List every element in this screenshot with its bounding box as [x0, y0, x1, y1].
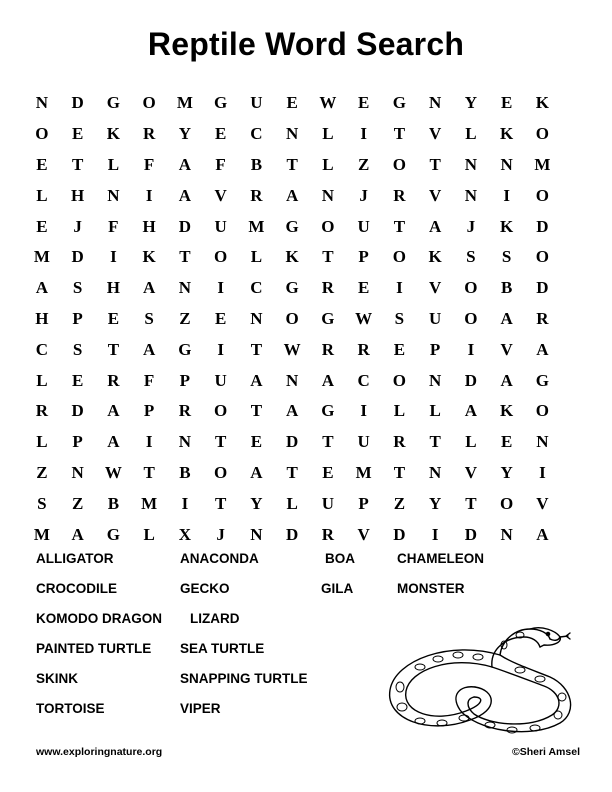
- grid-cell: I: [467, 339, 475, 359]
- grid-cell: A: [500, 370, 513, 390]
- grid-cell: T: [286, 462, 298, 482]
- grid-cell: S: [466, 247, 476, 267]
- grid-cell: M: [141, 493, 158, 513]
- grid-cell: P: [358, 493, 369, 513]
- grid-cell: K: [500, 216, 514, 236]
- grid-cell: W: [355, 308, 373, 328]
- grid-cell: R: [393, 185, 406, 205]
- grid-cell: C: [35, 339, 49, 359]
- grid-cell: R: [107, 370, 120, 390]
- grid-cell: R: [357, 339, 370, 359]
- grid-cell: T: [465, 493, 477, 513]
- grid-cell: Y: [250, 493, 263, 513]
- grid-cell: T: [429, 432, 441, 452]
- grid-cell: M: [355, 462, 372, 482]
- grid-cell: P: [358, 247, 369, 267]
- grid-cell: M: [534, 154, 551, 174]
- grid-cell: T: [214, 432, 227, 452]
- grid-cell: I: [110, 247, 117, 267]
- grid-row: [24, 242, 596, 273]
- grid-cell: R: [321, 339, 335, 359]
- grid-cell: L: [36, 185, 48, 205]
- grid-cell: J: [466, 216, 476, 236]
- grid-row: [24, 304, 596, 335]
- grid-cell: B: [500, 278, 513, 298]
- grid-cell: A: [464, 401, 478, 421]
- grid-row: [24, 180, 596, 211]
- grid-cell: E: [36, 154, 48, 174]
- grid-cell: V: [536, 493, 549, 513]
- grid-cell: P: [72, 308, 83, 328]
- word-gila: GILA: [321, 581, 354, 596]
- word-painted-turtle: PAINTED TURTLE: [36, 641, 152, 656]
- grid-cell: L: [36, 370, 48, 390]
- grid-cell: W: [283, 339, 301, 359]
- grid-cell: O: [392, 370, 406, 390]
- grid-cell: L: [429, 401, 441, 421]
- grid-cell: D: [464, 370, 478, 390]
- grid-cell: V: [428, 278, 442, 298]
- grid-cell: P: [72, 432, 83, 452]
- grid-cell: T: [179, 247, 191, 267]
- grid-row: [24, 396, 596, 427]
- grid-cell: M: [33, 524, 50, 544]
- grid-cell: N: [250, 524, 263, 544]
- word-boa: BOA: [325, 551, 355, 566]
- grid-cell: W: [104, 462, 122, 482]
- grid-cell: A: [71, 524, 84, 544]
- grid-cell: B: [179, 462, 191, 482]
- grid-cell: E: [393, 339, 406, 359]
- grid-cell: A: [142, 278, 156, 298]
- grid-cell: S: [501, 247, 512, 267]
- grid-cell: L: [322, 154, 334, 174]
- grid-cell: G: [106, 524, 120, 544]
- grid-cell: E: [322, 462, 334, 482]
- grid-cell: I: [360, 401, 367, 421]
- grid-cell: V: [464, 462, 478, 482]
- grid-cell: O: [535, 247, 549, 267]
- word-tortoise: TORTOISE: [36, 701, 105, 716]
- grid-cell: C: [250, 278, 263, 298]
- grid-row: [24, 458, 596, 489]
- grid-cell: O: [392, 154, 406, 174]
- grid-cell: K: [142, 247, 156, 267]
- grid-cell: I: [217, 339, 224, 359]
- grid-cell: K: [428, 247, 442, 267]
- grid-cell: A: [428, 216, 442, 236]
- grid-cell: N: [428, 462, 442, 482]
- grid-cell: U: [428, 308, 442, 328]
- grid-cell: E: [36, 216, 48, 236]
- grid-cell: A: [536, 524, 549, 544]
- grid-cell: S: [72, 339, 83, 359]
- grid-cell: E: [250, 432, 263, 452]
- word-komodo-dragon: KOMODO DRAGON: [36, 611, 162, 626]
- grid-cell: I: [539, 462, 546, 482]
- grid-cell: O: [285, 308, 299, 328]
- grid-cell: J: [216, 524, 225, 544]
- grid-cell: K: [285, 247, 299, 267]
- grid-cell: R: [536, 308, 549, 328]
- grid-cell: U: [214, 216, 227, 236]
- word-sea-turtle: SEA TURTLE: [180, 641, 265, 656]
- grid-cell: E: [357, 278, 370, 298]
- word-anaconda: ANACONDA: [180, 551, 259, 566]
- grid-cell: B: [250, 154, 263, 174]
- grid-cell: R: [250, 185, 263, 205]
- grid-cell: N: [250, 308, 263, 328]
- grid-cell: O: [464, 308, 478, 328]
- grid-cell: Y: [178, 124, 192, 144]
- grid-cell: R: [142, 124, 156, 144]
- grid-cell: N: [464, 154, 478, 174]
- grid-cell: U: [250, 93, 263, 113]
- grid-cell: S: [394, 308, 405, 328]
- grid-cell: T: [250, 401, 263, 421]
- grid-cell: T: [393, 462, 406, 482]
- grid-cell: G: [321, 401, 335, 421]
- grid-cell: T: [286, 154, 298, 174]
- grid-cell: E: [286, 93, 298, 113]
- grid-cell: Z: [71, 493, 84, 513]
- grid-cell: C: [357, 370, 370, 390]
- grid-cell: F: [215, 154, 226, 174]
- grid-cell: A: [536, 339, 549, 359]
- grid-cell: G: [321, 308, 335, 328]
- grid-cell: E: [357, 93, 370, 113]
- grid-row: [24, 150, 596, 181]
- grid-cell: N: [285, 124, 299, 144]
- word-chameleon: CHAMELEON: [397, 551, 484, 566]
- grid-cell: K: [500, 401, 514, 421]
- grid-cell: I: [181, 493, 189, 513]
- grid-cell: T: [393, 124, 406, 144]
- grid-cell: A: [107, 401, 120, 421]
- grid-cell: A: [321, 370, 335, 390]
- grid-cell: U: [321, 493, 335, 513]
- grid-cell: O: [35, 124, 49, 144]
- grid-cell: H: [142, 216, 156, 236]
- grid-cell: O: [535, 401, 549, 421]
- word-alligator: ALLIGATOR: [36, 551, 114, 566]
- grid-cell: J: [359, 185, 368, 205]
- word-crocodile: CROCODILE: [36, 581, 117, 596]
- grid-cell: I: [145, 185, 153, 205]
- grid-cell: L: [107, 154, 120, 174]
- grid-cell: V: [500, 339, 513, 359]
- grid-cell: O: [142, 93, 156, 113]
- grid-cell: T: [393, 216, 406, 236]
- grid-cell: L: [286, 493, 298, 513]
- grid-cell: G: [285, 278, 299, 298]
- grid-cell: E: [71, 124, 84, 144]
- grid-cell: O: [500, 493, 514, 513]
- grid-cell: Y: [428, 493, 442, 513]
- grid-cell: D: [71, 93, 84, 113]
- grid-row: [24, 519, 596, 550]
- grid-cell: M: [33, 247, 50, 267]
- grid-cell: I: [396, 278, 403, 298]
- grid-cell: F: [143, 154, 155, 174]
- grid-cell: M: [248, 216, 265, 236]
- grid-cell: C: [250, 124, 263, 144]
- grid-cell: N: [500, 154, 513, 174]
- grid-cell: N: [178, 278, 192, 298]
- grid-cell: I: [360, 124, 367, 144]
- grid-cell: S: [144, 308, 154, 328]
- grid-cell: E: [500, 432, 513, 452]
- grid-cell: V: [428, 185, 442, 205]
- grid-cell: G: [392, 93, 406, 113]
- grid-cell: U: [357, 216, 370, 236]
- word-lizard: LIZARD: [190, 611, 240, 626]
- grid-cell: A: [142, 339, 156, 359]
- grid-cell: E: [500, 93, 513, 113]
- grid-cell: A: [250, 462, 263, 482]
- letter-grid: [24, 88, 596, 550]
- grid-cell: V: [214, 185, 227, 205]
- grid-cell: A: [178, 154, 192, 174]
- grid-cell: R: [321, 524, 335, 544]
- grid-cell: X: [178, 524, 192, 544]
- grid-cell: I: [503, 185, 510, 205]
- grid-cell: T: [107, 339, 120, 359]
- word-gecko: GECKO: [180, 581, 230, 596]
- grid-row: [24, 488, 596, 519]
- grid-cell: T: [214, 493, 227, 513]
- grid-cell: O: [535, 185, 549, 205]
- grid-row: [24, 365, 596, 396]
- grid-cell: D: [178, 216, 192, 236]
- grid-cell: L: [36, 432, 48, 452]
- grid-cell: N: [107, 185, 120, 205]
- grid-cell: O: [392, 247, 406, 267]
- grid-cell: N: [428, 370, 442, 390]
- grid-cell: O: [464, 278, 478, 298]
- grid-cell: V: [428, 124, 442, 144]
- copyright-text: ©Sheri Amsel: [511, 746, 580, 758]
- grid-cell: E: [71, 370, 84, 390]
- grid-cell: L: [250, 247, 263, 267]
- grid-cell: S: [37, 493, 47, 513]
- grid-cell: E: [214, 308, 227, 328]
- grid-cell: E: [107, 308, 120, 328]
- grid-cell: T: [322, 432, 334, 452]
- grid-cell: U: [214, 370, 227, 390]
- word-viper: VIPER: [180, 701, 221, 716]
- grid-cell: L: [393, 401, 406, 421]
- grid-cell: D: [71, 401, 84, 421]
- grid-cell: B: [107, 493, 120, 513]
- grid-cell: Y: [500, 462, 513, 482]
- grid-cell: K: [535, 93, 549, 113]
- grid-cell: N: [285, 370, 299, 390]
- grid-cell: N: [464, 185, 478, 205]
- grid-cell: F: [143, 370, 155, 390]
- coiled-snake-icon: [380, 615, 580, 745]
- grid-cell: A: [285, 185, 299, 205]
- grid-cell: R: [178, 401, 192, 421]
- grid-cell: J: [73, 216, 82, 236]
- grid-cell: T: [143, 462, 155, 482]
- grid-cell: D: [536, 216, 549, 236]
- grid-cell: N: [321, 185, 335, 205]
- grid-cell: S: [72, 278, 83, 298]
- grid-cell: N: [71, 462, 84, 482]
- grid-cell: O: [321, 216, 335, 236]
- grid-cell: N: [35, 93, 49, 113]
- grid-cell: R: [321, 278, 335, 298]
- grid-cell: Z: [357, 154, 370, 174]
- grid-cell: G: [535, 370, 549, 390]
- grid-cell: L: [322, 124, 334, 144]
- grid-cell: G: [285, 216, 299, 236]
- grid-cell: D: [464, 524, 478, 544]
- grid-row: [24, 211, 596, 242]
- grid-cell: N: [500, 524, 513, 544]
- grid-cell: R: [35, 401, 49, 421]
- grid-cell: D: [71, 247, 84, 267]
- grid-cell: A: [178, 185, 192, 205]
- grid-cell: N: [178, 432, 192, 452]
- grid-row: [24, 273, 596, 304]
- grid-cell: A: [285, 401, 299, 421]
- grid-cell: O: [214, 401, 228, 421]
- grid-cell: M: [176, 93, 193, 113]
- grid-cell: O: [214, 247, 228, 267]
- grid-cell: Z: [36, 462, 48, 482]
- grid-row: [24, 88, 596, 119]
- grid-cell: O: [214, 462, 228, 482]
- page-title: Reptile Word Search: [147, 26, 465, 62]
- grid-cell: O: [535, 124, 549, 144]
- grid-cell: E: [214, 124, 227, 144]
- grid-cell: D: [536, 278, 549, 298]
- grid-cell: N: [428, 93, 442, 113]
- grid-cell: V: [357, 524, 370, 544]
- word-snapping-turtle: SNAPPING TURTLE: [180, 671, 308, 686]
- grid-cell: H: [106, 278, 120, 298]
- grid-cell: L: [143, 524, 155, 544]
- grid-cell: W: [319, 93, 337, 113]
- grid-cell: H: [71, 185, 85, 205]
- grid-cell: T: [322, 247, 334, 267]
- grid-cell: A: [500, 308, 513, 328]
- grid-cell: P: [429, 339, 441, 359]
- grid-cell: D: [393, 524, 406, 544]
- grid-cell: P: [179, 370, 191, 390]
- grid-cell: D: [285, 524, 299, 544]
- grid-cell: A: [107, 432, 120, 452]
- grid-cell: Z: [393, 493, 406, 513]
- grid-cell: D: [285, 432, 299, 452]
- grid-cell: A: [250, 370, 263, 390]
- grid-row: [24, 119, 596, 150]
- grid-cell: I: [145, 432, 153, 452]
- grid-cell: P: [143, 401, 155, 421]
- word-skink: SKINK: [36, 671, 79, 686]
- grid-cell: A: [35, 278, 49, 298]
- grid-cell: K: [500, 124, 514, 144]
- grid-cell: T: [71, 154, 84, 174]
- grid-cell: Z: [179, 308, 191, 328]
- grid-cell: T: [429, 154, 441, 174]
- grid-cell: I: [217, 278, 224, 298]
- grid-cell: N: [536, 432, 549, 452]
- grid-cell: G: [214, 93, 228, 113]
- grid-cell: G: [178, 339, 192, 359]
- grid-cell: I: [431, 524, 439, 544]
- grid-cell: K: [106, 124, 120, 144]
- grid-cell: F: [108, 216, 119, 236]
- grid-cell: L: [465, 124, 477, 144]
- grid-cell: G: [106, 93, 120, 113]
- grid-cell: R: [393, 432, 406, 452]
- grid-cell: T: [250, 339, 263, 359]
- grid-row: [24, 334, 596, 365]
- grid-cell: L: [465, 432, 477, 452]
- word-monster: MONSTER: [397, 581, 465, 596]
- grid-row: [24, 427, 596, 458]
- grid-cell: U: [357, 432, 370, 452]
- grid-cell: H: [35, 308, 49, 328]
- grid-cell: Y: [464, 93, 478, 113]
- website-link[interactable]: www.exploringnature.org: [36, 746, 163, 758]
